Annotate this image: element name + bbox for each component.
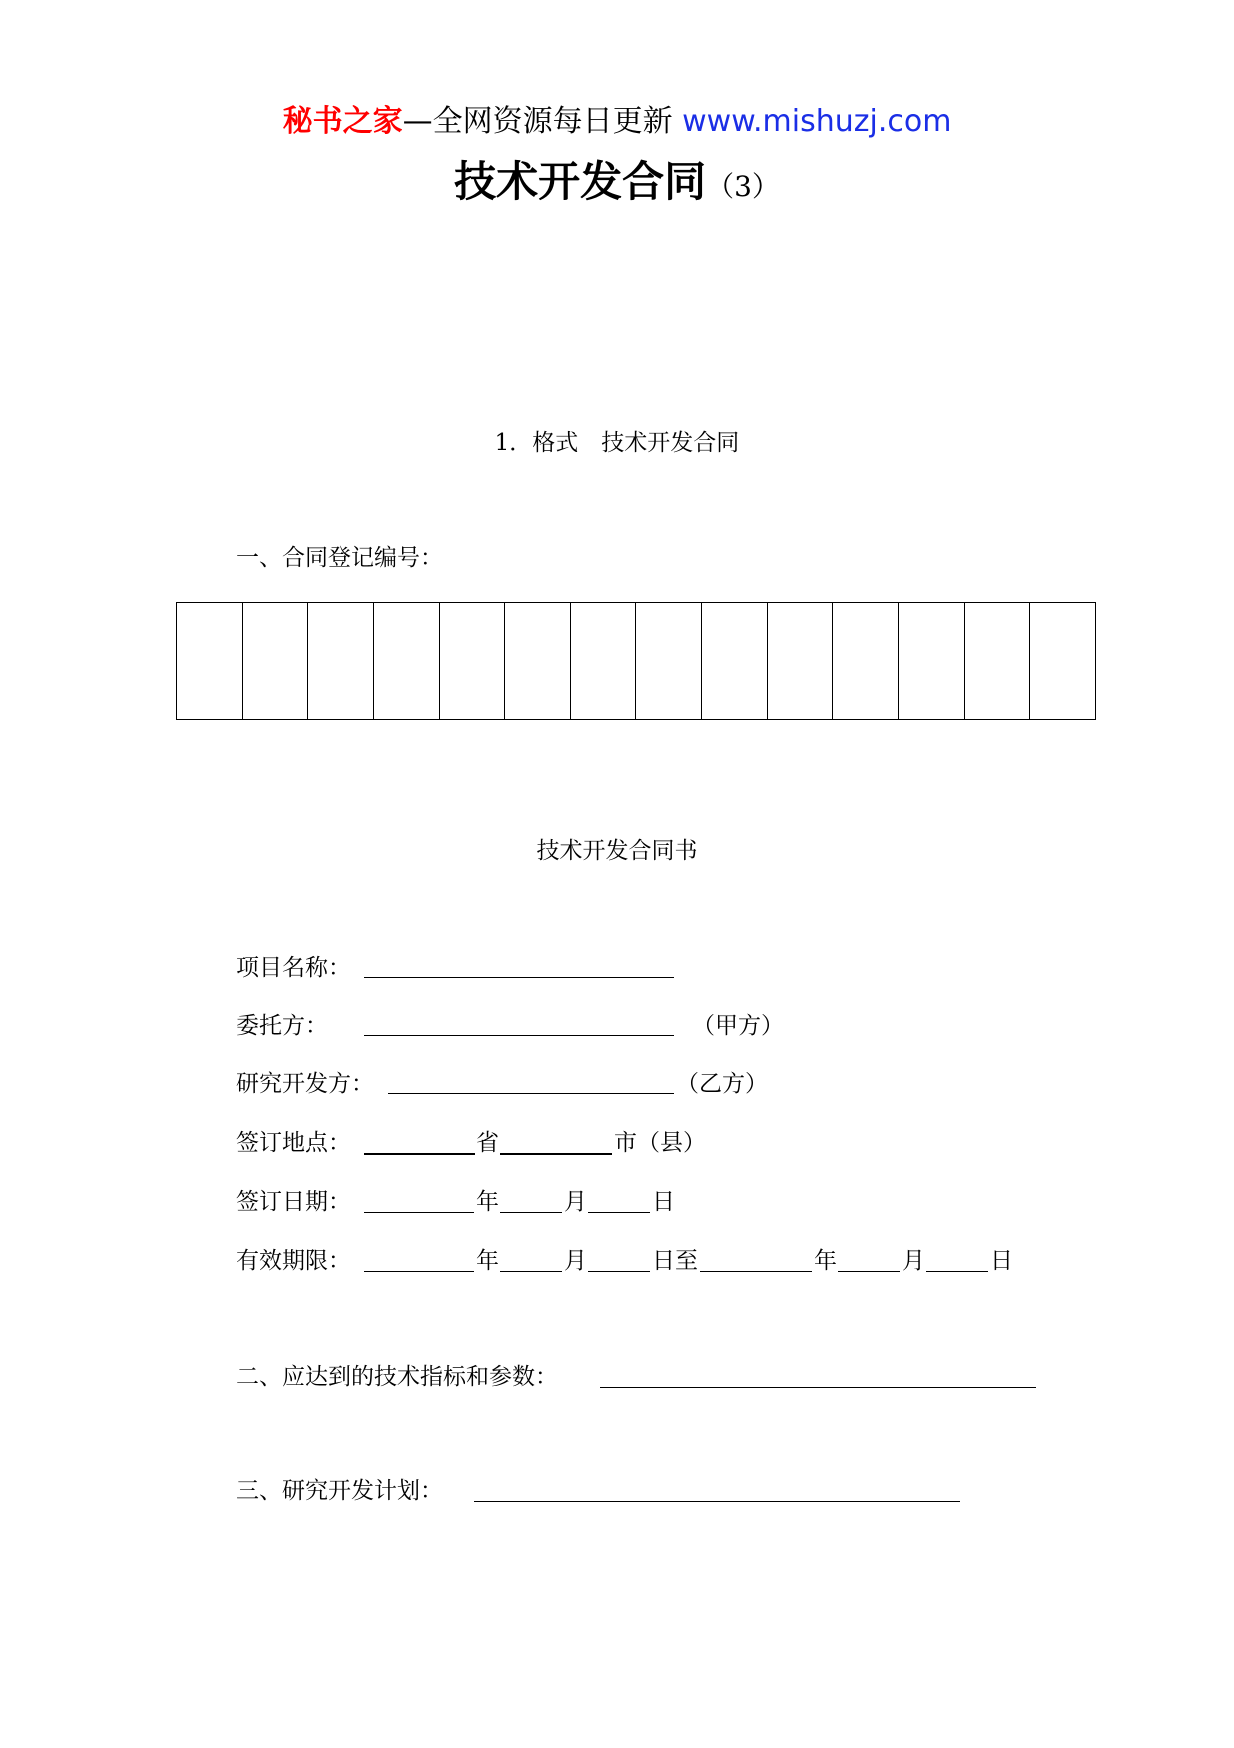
title-number: （3）: [706, 170, 780, 203]
date-day-blank[interactable]: [588, 1212, 650, 1213]
registration-box[interactable]: [767, 603, 833, 719]
site-url-link[interactable]: www.mishuzj.com: [682, 104, 952, 139]
place-label: 签订地点：: [236, 1130, 351, 1156]
validity-label: 有效期限：: [236, 1248, 351, 1274]
section-3-blank[interactable]: [474, 1501, 960, 1502]
section-3-heading: 三、研究开发计划：: [236, 1478, 443, 1504]
section-2-blank[interactable]: [600, 1387, 1036, 1388]
client-label: 委托方：: [236, 1013, 328, 1039]
section-2-heading: 二、应达到的技术指标和参数：: [236, 1364, 558, 1390]
registration-label: 一、合同登记编号：: [236, 545, 443, 571]
validity-end-day-blank[interactable]: [926, 1271, 988, 1272]
date-year-blank[interactable]: [364, 1212, 474, 1213]
validity-start-year-text: 年: [476, 1248, 499, 1274]
registration-box[interactable]: [964, 603, 1030, 719]
registration-box[interactable]: [898, 603, 964, 719]
brand-name: 秘书之家: [282, 104, 403, 139]
project-name-label: 项目名称：: [236, 955, 351, 981]
registration-box[interactable]: [307, 603, 373, 719]
date-month-blank[interactable]: [500, 1212, 562, 1213]
validity-end-year-blank[interactable]: [700, 1271, 812, 1272]
date-day-text: 日: [652, 1189, 675, 1215]
client-suffix: （甲方）: [692, 1013, 784, 1039]
registration-box[interactable]: [832, 603, 898, 719]
date-year-text: 年: [476, 1189, 499, 1215]
client-blank[interactable]: [364, 1035, 674, 1036]
registration-box[interactable]: [373, 603, 439, 719]
registration-box[interactable]: [439, 603, 505, 719]
province-text: 省: [476, 1130, 499, 1156]
contract-subtitle: 技术开发合同书: [536, 838, 698, 864]
developer-label: 研究开发方：: [236, 1071, 374, 1097]
format-heading: 1．格式 技术开发合同: [494, 430, 740, 456]
developer-suffix: （乙方）: [676, 1071, 768, 1097]
registration-box[interactable]: [504, 603, 570, 719]
registration-box[interactable]: [635, 603, 701, 719]
city-text: 市（县）: [614, 1130, 706, 1156]
city-blank[interactable]: [500, 1153, 612, 1155]
validity-day-to-text: 日至: [652, 1248, 698, 1274]
registration-number-grid: [176, 602, 1096, 720]
validity-end-month-blank[interactable]: [838, 1271, 900, 1272]
validity-end-day-text: 日: [990, 1248, 1013, 1274]
developer-blank[interactable]: [388, 1093, 674, 1094]
registration-box[interactable]: [177, 603, 242, 719]
site-banner: [0, 102, 1234, 142]
project-name-blank[interactable]: [364, 977, 674, 978]
registration-box[interactable]: [1029, 603, 1095, 719]
registration-box[interactable]: [570, 603, 636, 719]
validity-end-month-text: 月: [902, 1248, 925, 1274]
validity-start-month-text: 月: [564, 1248, 587, 1274]
document-title: [0, 152, 1234, 221]
validity-start-month-blank[interactable]: [500, 1271, 562, 1272]
date-month-text: 月: [564, 1189, 587, 1215]
registration-box[interactable]: [701, 603, 767, 719]
date-label: 签订日期：: [236, 1189, 351, 1215]
registration-box[interactable]: [242, 603, 308, 719]
banner-slogan: —全网资源每日更新: [402, 104, 673, 139]
validity-end-year-text: 年: [814, 1248, 837, 1274]
validity-start-day-blank[interactable]: [588, 1271, 650, 1272]
validity-start-year-blank[interactable]: [364, 1271, 474, 1272]
title-main: 技术开发合同: [454, 157, 707, 206]
province-blank[interactable]: [364, 1153, 475, 1155]
